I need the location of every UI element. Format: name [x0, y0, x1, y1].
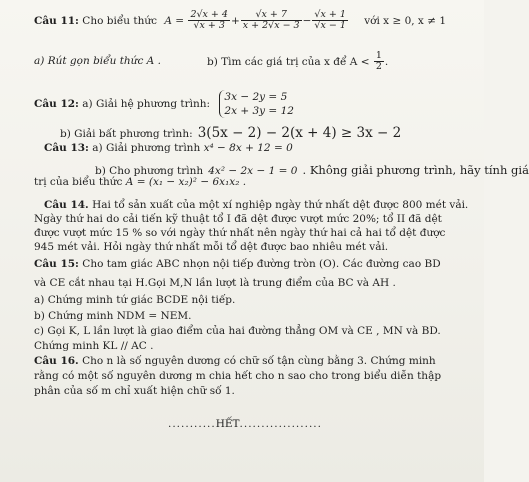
question-14-line-4: 945 mét vải. Hỏi ngày thứ nhất mỗi tổ dệt được bao nhiêu mét vải. — [34, 241, 389, 253]
question-11-lead: Cho biểu thức — [82, 14, 158, 27]
question-11a: a) Rút gọn biểu thức A . — [34, 55, 161, 67]
fraction-3: $\frac{√x + 1}{√x - 1}$ — [314, 9, 346, 32]
question-14-line-3: được vượt mức 15 % so với ngày thứ nhất nên ngày thứ hai cả hai tổ dệt được — [34, 227, 446, 239]
equation-system: 3x − 2y = 5 2x + 3y = 12 — [219, 90, 294, 118]
question-13b-cont: trị của biểu thức A = (x₁ − x₂)² − 6x₁x₂ . — [34, 176, 247, 188]
question-15b: b) Chứng minh NDM = NEM. — [34, 310, 192, 322]
question-13b: b) Cho phương trình 4x² − 2x − 1 = 0 . Không giải phương trình, hãy tính giá — [95, 163, 529, 177]
question-15a: a) Chứng minh tứ giác BCDE nội tiếp. — [34, 294, 236, 306]
question-15-line-1: Câu 15: Cho tam giác ABC nhọn nội tiếp đường tròn (O). Các đường cao BD — [34, 258, 441, 270]
question-14-line-1: Câu 14. Hai tổ sản xuất của một xí nghiệp ngày thứ nhất dệt được 800 mét vải. — [44, 199, 469, 211]
question-11-condition: với x ≥ 0, x ≠ 1 — [364, 14, 447, 27]
question-12-line: Câu 12: a) Giải hệ phương trình: 3x − 2y = 5 2x + 3y = 12 — [34, 91, 294, 118]
question-16-line-2: rằng có một số nguyên dương m chia hết cho n sao cho trong biểu diễn thập — [34, 370, 442, 382]
question-15c: c) Gọi K, L lần lượt là giao điểm của hai đường thẳng OM và CE , MN và BD. — [34, 325, 441, 337]
question-11-label: Câu 11: — [34, 14, 79, 27]
end-marker: ...........HẾT................... — [168, 418, 322, 430]
expression-variable: A = — [164, 14, 185, 27]
question-12b: b) Giải bất phương trình: 3(5x − 2) − 2(x + 4) ≥ 3x − 2 — [60, 125, 402, 141]
fraction-1: $\frac{2√x + 4}{√x + 3}$ — [190, 9, 228, 32]
question-13a: Câu 13: a) Giải phương trình x⁴ − 8x + 12 = 0 — [44, 142, 293, 154]
question-16-line-3: phân của số m chỉ xuất hiện chữ số 1. — [34, 385, 235, 397]
question-14-line-2: Ngày thứ hai do cải tiến kỹ thuật tổ I đã dệt được vượt mức 20%; tổ II đã dệt — [34, 213, 442, 225]
question-15c-cont: Chứng minh KL // AC . — [34, 340, 154, 352]
question-11b: b) Tìm các giá trị của x để A < $\frac{1}{2}$ . — [207, 50, 389, 73]
question-11-line: Câu 11: Cho biểu thức A = $\frac{2√x + 4}{√x + 3}$ + $\frac{√x + 7}{x + 2√x - 3}$ − $\frac{√x + 1}{√x - 1}$ với x ≥ 0, x ≠ 1 — [34, 9, 447, 32]
question-15-line-2: và CE cắt nhau tại H.Gọi M,N lần lượt là trung điểm của BC và AH . — [34, 277, 396, 289]
question-16-line-1: Câu 16. Cho n là số nguyên dương có chữ số tận cùng bằng 3. Chứng minh — [34, 355, 436, 367]
fraction-2: $\frac{√x + 7}{x + 2√x - 3}$ — [242, 9, 300, 32]
